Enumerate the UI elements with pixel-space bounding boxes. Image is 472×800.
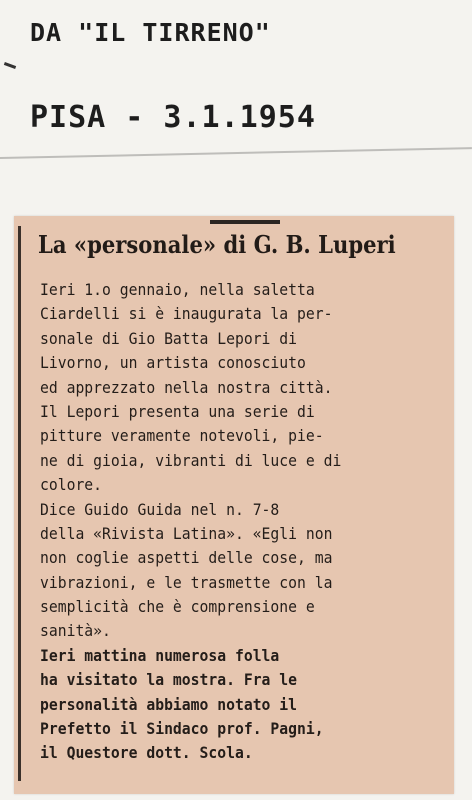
article-line: ne di gioia, vibranti di luce e di xyxy=(40,450,342,470)
article-line: colore. xyxy=(40,475,103,495)
source-heading: DA "IL TIRRENO" xyxy=(30,18,271,47)
article-line: Livorno, un artista conosciuto xyxy=(40,353,306,373)
article-line: vibrazioni, e le trasmette con la xyxy=(40,572,333,592)
article-title: La «personale» di G. B. Luperi xyxy=(38,230,396,259)
clipping-column-rule xyxy=(18,226,21,781)
place-date-heading: PISA - 3.1.1954 xyxy=(30,100,316,135)
article-line: sanità». xyxy=(40,621,111,641)
article-body xyxy=(40,278,460,766)
article-line: Prefetto il Sindaco prof. Pagni, xyxy=(40,719,324,739)
article-line: personalità abbiamo notato il xyxy=(40,694,298,714)
article-line: della «Rivista Latina». «Egli non xyxy=(40,523,333,543)
article-line: Ieri 1.o gennaio, nella saletta xyxy=(40,280,315,299)
article-line: non coglie aspetti delle cose, ma xyxy=(40,548,333,568)
article-line: semplicità che è comprensione e xyxy=(40,597,315,617)
article-line: Il Lepori presenta una serie di xyxy=(40,401,315,421)
article-line: ha visitato la mostra. Fra le xyxy=(40,670,298,690)
article-line: ed apprezzato nella nostra città. xyxy=(40,377,333,397)
article-line: Ieri mattina numerosa folla xyxy=(40,645,280,665)
paper-fold-line xyxy=(0,147,472,159)
clipping-top-rule xyxy=(210,220,280,224)
newspaper-clipping xyxy=(14,216,454,794)
article-line: il Questore dott. Scola. xyxy=(40,743,253,763)
article-line: pitture veramente notevoli, pie- xyxy=(40,426,324,446)
article-line: Dice Guido Guida nel n. 7-8 xyxy=(40,499,280,519)
margin-mark xyxy=(4,62,16,69)
article-line: sonale di Gio Batta Lepori di xyxy=(40,328,298,348)
article-line: Ciardelli si è inaugurata la per- xyxy=(40,304,333,324)
